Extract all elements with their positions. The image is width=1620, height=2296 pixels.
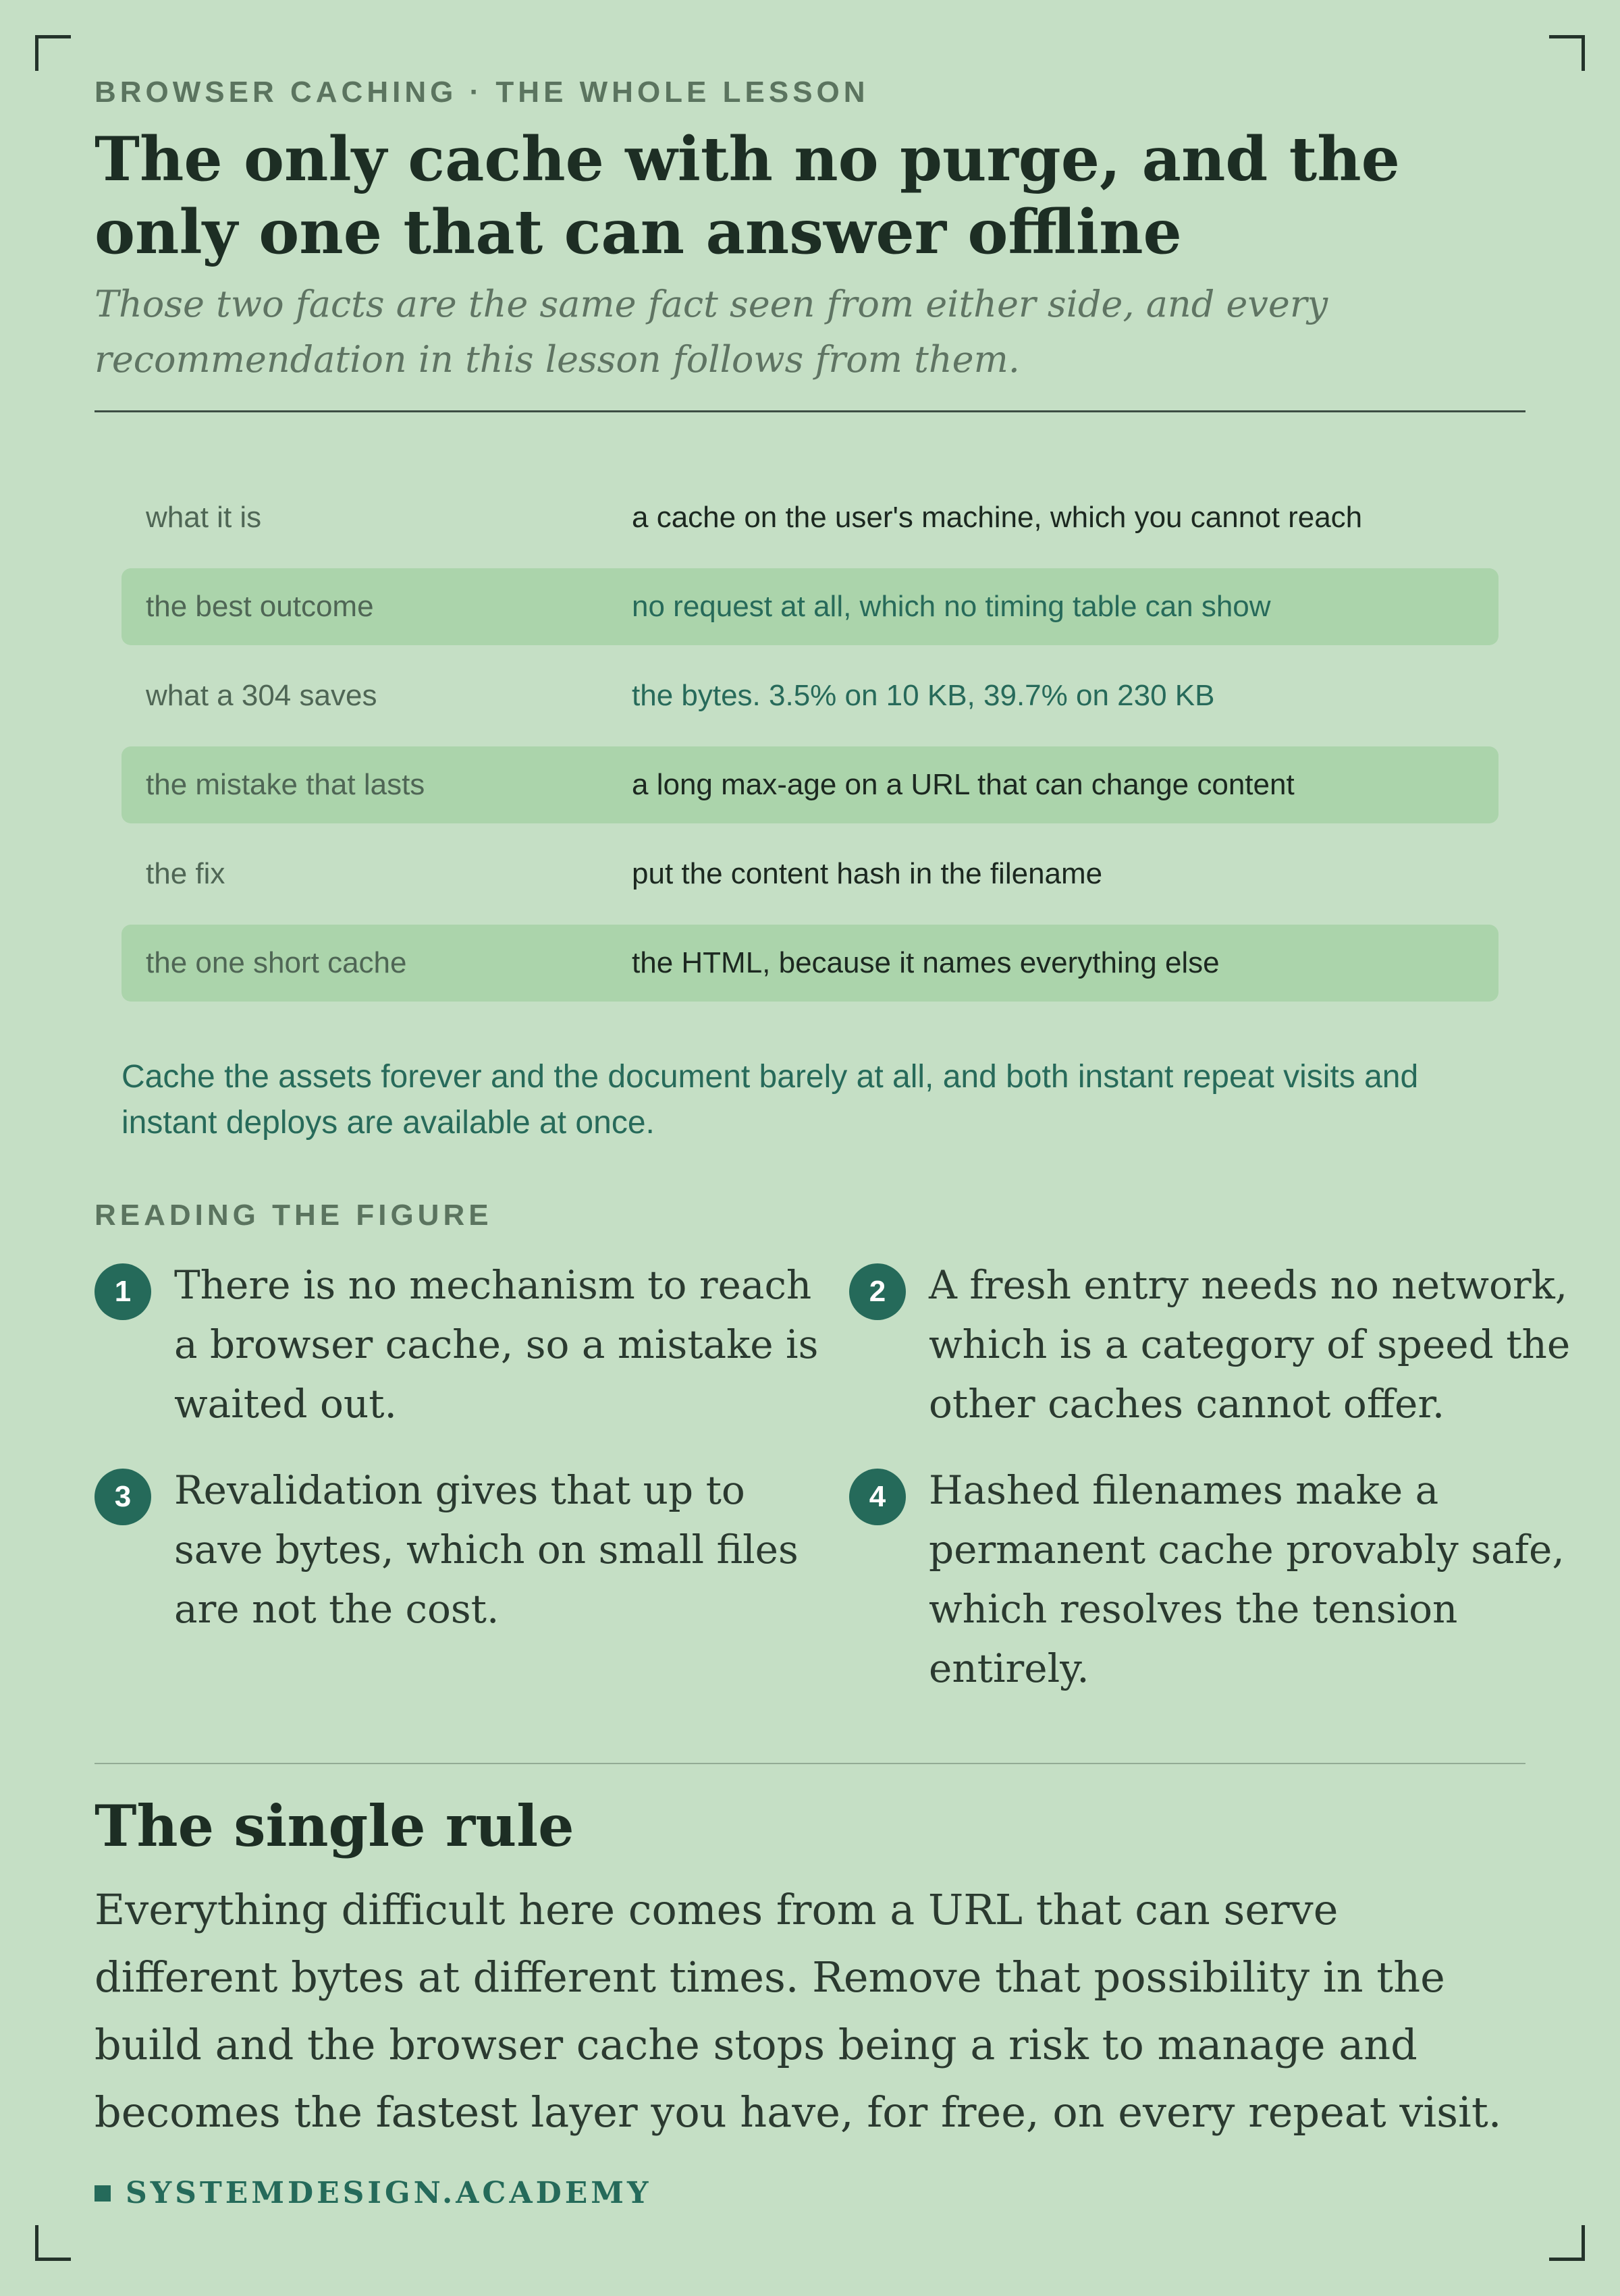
fact-value: a long max-age on a URL that can change content xyxy=(632,768,1295,801)
page-title: The only cache with no purge, and the only one that can answer offline xyxy=(94,124,1400,268)
fact-key: the mistake that lasts xyxy=(146,768,425,801)
rule-body: Everything difficult here comes from a URL that can serve different bytes at different times. Remove that possibility in the build and the browser cache stops being a risk to manage and becomes the fastest layer you have, for free, on every repeat visit. xyxy=(94,1885,1502,2137)
eyebrow: BROWSER CACHING · THE WHOLE LESSON xyxy=(94,76,869,109)
point-text: There is no mechanism to reach a browser cache, so a mistake is waited out. xyxy=(174,1262,819,1427)
divider xyxy=(94,410,1526,412)
fact-key: the one short cache xyxy=(146,946,407,979)
footer-brand xyxy=(94,2176,651,2210)
fact-row xyxy=(122,479,1498,556)
point-text: A fresh entry needs no network, which is a category of speed the other caches cannot offer. xyxy=(929,1262,1571,1427)
subtitle: Those two facts are the same fact seen from either side, and every recommendation in this lesson follows from them. xyxy=(94,283,1328,381)
brand-square-icon xyxy=(94,2185,111,2202)
fact-key: the fix xyxy=(146,857,225,890)
fact-value: no request at all, which no timing table can show xyxy=(632,590,1271,623)
number-badge: 3 xyxy=(94,1469,151,1525)
fact-row xyxy=(122,657,1498,734)
fact-row xyxy=(122,836,1498,912)
fact-key: what it is xyxy=(146,501,262,534)
point-text: Hashed filenames make a permanent cache provably safe, which resolves the tension entirely. xyxy=(929,1467,1565,1691)
number-badge: 2 xyxy=(849,1263,906,1320)
corner-mark-top-left xyxy=(35,35,71,71)
divider xyxy=(94,1763,1526,1764)
corner-mark-top-right xyxy=(1549,35,1585,71)
corner-mark-bottom-right xyxy=(1549,2225,1585,2261)
fact-row xyxy=(122,746,1498,823)
fact-key: what a 304 saves xyxy=(146,679,377,712)
fact-value: a cache on the user's machine, which you cannot reach xyxy=(632,501,1363,534)
fact-value: the bytes. 3.5% on 10 KB, 39.7% on 230 KB xyxy=(632,679,1215,712)
fact-value: put the content hash in the filename xyxy=(632,857,1103,890)
brand-name: SYSTEMDESIGN.ACADEMY xyxy=(126,2176,652,2210)
fact-row xyxy=(122,568,1498,645)
number-badge: 4 xyxy=(849,1469,906,1525)
section-label: READING THE FIGURE xyxy=(94,1199,493,1232)
rule-heading: The single rule xyxy=(94,1793,574,1859)
fact-key: the best outcome xyxy=(146,590,374,623)
number-badge: 1 xyxy=(94,1263,151,1320)
point-text: Revalidation gives that up to save bytes, which on small files are not the cost. xyxy=(174,1467,799,1632)
corner-mark-bottom-left xyxy=(35,2225,71,2261)
fact-value: the HTML, because it names everything else xyxy=(632,946,1220,979)
fact-row xyxy=(122,925,1498,1002)
facts-table xyxy=(122,479,1498,1014)
conclusion-text: Cache the assets forever and the document barely at all, and both instant repeat visits and instant deploys are available at once. xyxy=(122,1059,1419,1141)
